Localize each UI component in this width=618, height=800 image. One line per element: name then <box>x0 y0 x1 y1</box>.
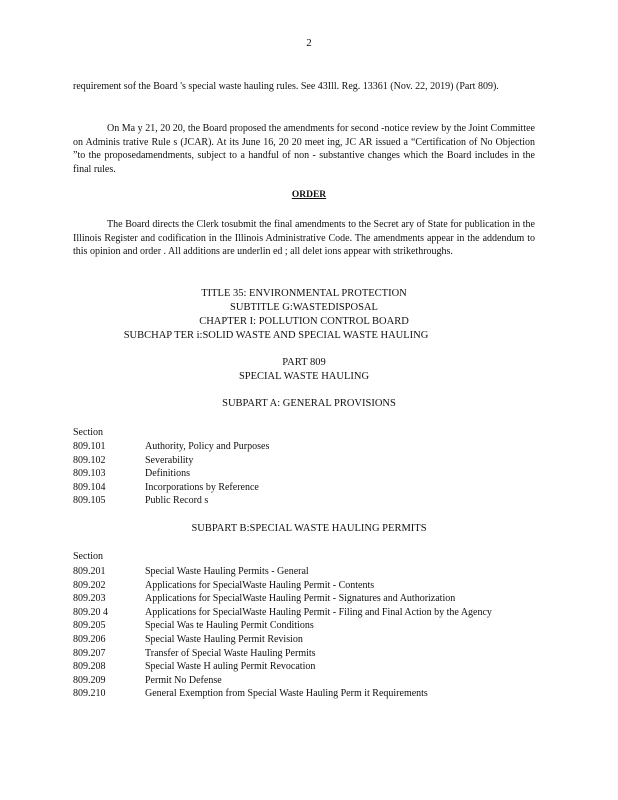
section-number: 809.105 <box>73 495 106 507</box>
toc-row <box>73 440 535 454</box>
toc-row <box>73 647 535 661</box>
toc-row <box>73 565 535 579</box>
section-number: 809.207 <box>73 647 106 659</box>
toc-row <box>73 454 535 468</box>
section-title: Special Waste Hauling Permit Revision <box>145 633 303 645</box>
toc-row <box>73 592 535 606</box>
section-title: Permit No Defense <box>145 674 222 686</box>
toc-row <box>73 674 535 688</box>
toc-row <box>73 467 535 481</box>
toc-row <box>73 619 535 633</box>
section-title: Special Was te Hauling Permit Conditions <box>145 620 314 632</box>
subchapter-line: SUBCHAP TER i:SOLID WASTE AND SPECIAL WASTE HAULING <box>123 330 429 341</box>
section-title: Authority, Policy and Purposes <box>145 441 270 452</box>
paragraph-jcar <box>73 122 535 176</box>
section-number: 809.206 <box>73 633 106 645</box>
section-title: Applications for SpecialWaste Hauling Permit - Signatures and Authorization <box>145 593 456 605</box>
subpart-a-heading: SUBPART A: GENERAL PROVISIONS <box>222 398 396 409</box>
page-number: 2 <box>306 37 312 49</box>
subtitle-line: SUBTITLE G:WASTEDISPOSAL <box>230 302 378 313</box>
part-title-line: SPECIAL WASTE HAULING <box>238 371 370 382</box>
section-title: Applications for SpecialWaste Hauling Permit - Filing and Final Action by the Agency <box>145 606 492 618</box>
order-heading: ORDER <box>291 190 327 200</box>
section-number: 809.101 <box>73 441 106 452</box>
section-number: 809.209 <box>73 674 106 686</box>
paragraph-order-text: The Board directs the Clerk tosubmit the final amendments to the Secret ary of State for publication in the Illinois Register and codification in the Illinois Administrative Code. The amendments appear in the addendum to this opinion and order . All additions are underlin ed ; all delet ions appear with strikethroughs. <box>73 219 535 257</box>
section-title: Transfer of Special Waste Hauling Permits <box>145 647 316 659</box>
section-number: 809.103 <box>73 468 106 480</box>
toc-row <box>73 687 535 701</box>
section-title: Severability <box>145 454 194 466</box>
title-block <box>73 287 535 343</box>
paragraph-intro: requirement sof the Board 's special waste hauling rules. See 43Ill. Reg. 13361 (Nov. 22, 2019) (Part 809). <box>73 81 499 92</box>
section-number: 809.203 <box>73 593 106 605</box>
section-number: 809.202 <box>73 579 106 591</box>
section-number: 809.104 <box>73 481 106 493</box>
toc-subpart-b <box>73 565 535 701</box>
part-block <box>73 356 535 384</box>
section-label: Section <box>73 551 103 562</box>
section-title: Public Record s <box>145 495 209 507</box>
part-line: PART 809 <box>282 357 326 368</box>
section-title: Special Waste H auling Permit Revocation <box>145 661 316 673</box>
chapter-line: CHAPTER I: POLLUTION CONTROL BOARD <box>199 316 409 327</box>
toc-row <box>73 579 535 593</box>
section-number: 809.102 <box>73 454 106 466</box>
section-number: 809.208 <box>73 661 106 673</box>
paragraph-jcar-text: On Ma y 21, 20 20, the Board proposed the amendments for second -notice review by the Joint Committee on Adminis trative Rule s (JCAR). At its June 16, 20 20 meet ing, JC AR issued a “Certification of No Objection ”to the proposedamendments, subject to a handful of non - substantive changes which the Board includes in the final rules. <box>73 123 535 175</box>
section-title: Special Waste Hauling Permits - General <box>145 566 309 577</box>
section-number: 809.201 <box>73 566 106 577</box>
section-number: 809.210 <box>73 688 106 700</box>
section-title: Definitions <box>145 468 190 480</box>
toc-row <box>73 606 535 620</box>
paragraph-order <box>73 218 535 259</box>
toc-row <box>73 633 535 647</box>
toc-row <box>73 660 535 674</box>
toc-row <box>73 481 535 495</box>
section-title: General Exemption from Special Waste Hauling Perm it Requirements <box>145 688 428 700</box>
title-line: TITLE 35: ENVIRONMENTAL PROTECTION <box>201 288 407 299</box>
subpart-b-heading: SUBPART B:SPECIAL WASTE HAULING PERMITS <box>191 523 427 534</box>
section-title: Incorporations by Reference <box>145 481 259 493</box>
toc-subpart-a <box>73 440 535 508</box>
section-number: 809.205 <box>73 620 106 632</box>
toc-row <box>73 494 535 508</box>
section-label: Section <box>73 427 103 438</box>
section-title: Applications for SpecialWaste Hauling Permit - Contents <box>145 579 375 591</box>
section-number: 809.20 4 <box>73 606 108 618</box>
